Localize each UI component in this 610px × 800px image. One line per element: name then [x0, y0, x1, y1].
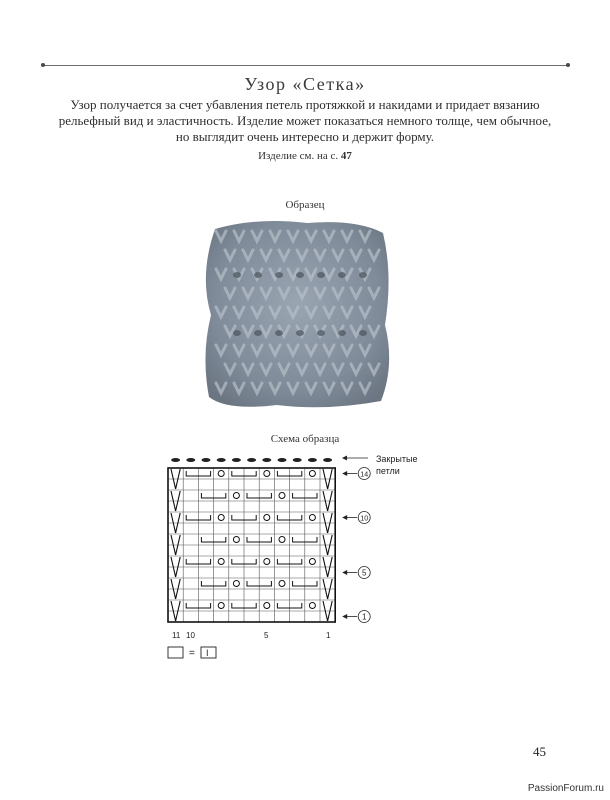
page-number: 45	[533, 744, 546, 759]
product-reference	[0, 150, 610, 162]
column-labels	[172, 631, 331, 640]
bound-off-label	[342, 454, 417, 476]
knitted-sample-image	[197, 215, 397, 413]
legend-knit-symbol: I	[206, 648, 209, 658]
row-marker-label: 10	[360, 515, 369, 523]
col-label-1: 1	[326, 631, 331, 640]
header-rule	[43, 65, 568, 66]
rule-dot-right	[566, 63, 570, 67]
row-markers	[342, 468, 370, 623]
chart-grid	[168, 468, 335, 622]
watermark: PassionForum.ru	[527, 783, 604, 794]
chart-legend	[168, 647, 216, 659]
closed-loops-label-line2: петли	[376, 466, 400, 476]
pattern-title: Узор «Сетка»	[244, 74, 366, 94]
col-label-10: 10	[186, 631, 195, 640]
intro-paragraph	[58, 97, 552, 145]
bound-off-row	[171, 458, 332, 462]
intro-line: Узор получается за счет убавления петель протяжкой и накидами и придает вязанию	[70, 97, 540, 112]
col-label-11: 11	[172, 631, 181, 640]
sample-caption: Образец	[285, 199, 325, 211]
legend-equals: =	[189, 648, 195, 659]
reference-page: 47	[340, 150, 352, 162]
stitch-chart	[160, 452, 418, 662]
row-marker-label: 5	[361, 568, 367, 578]
chart-caption: Схема образца	[270, 433, 340, 445]
intro-line: рельефный вид и эластичность. Изделие может показаться немного толще, чем обычное,	[58, 113, 552, 128]
reference-text: Изделие см. на с.	[258, 150, 341, 162]
legend-empty-cell	[168, 647, 183, 658]
col-label-5: 5	[264, 631, 269, 640]
intro-line: но выглядит очень интересно и держит форму.	[175, 129, 435, 144]
row-marker-label: 14	[360, 471, 369, 479]
row-marker-label: 1	[361, 612, 367, 622]
rule-dot-left	[41, 63, 45, 67]
closed-loops-label-line1: Закрытые	[376, 454, 418, 464]
